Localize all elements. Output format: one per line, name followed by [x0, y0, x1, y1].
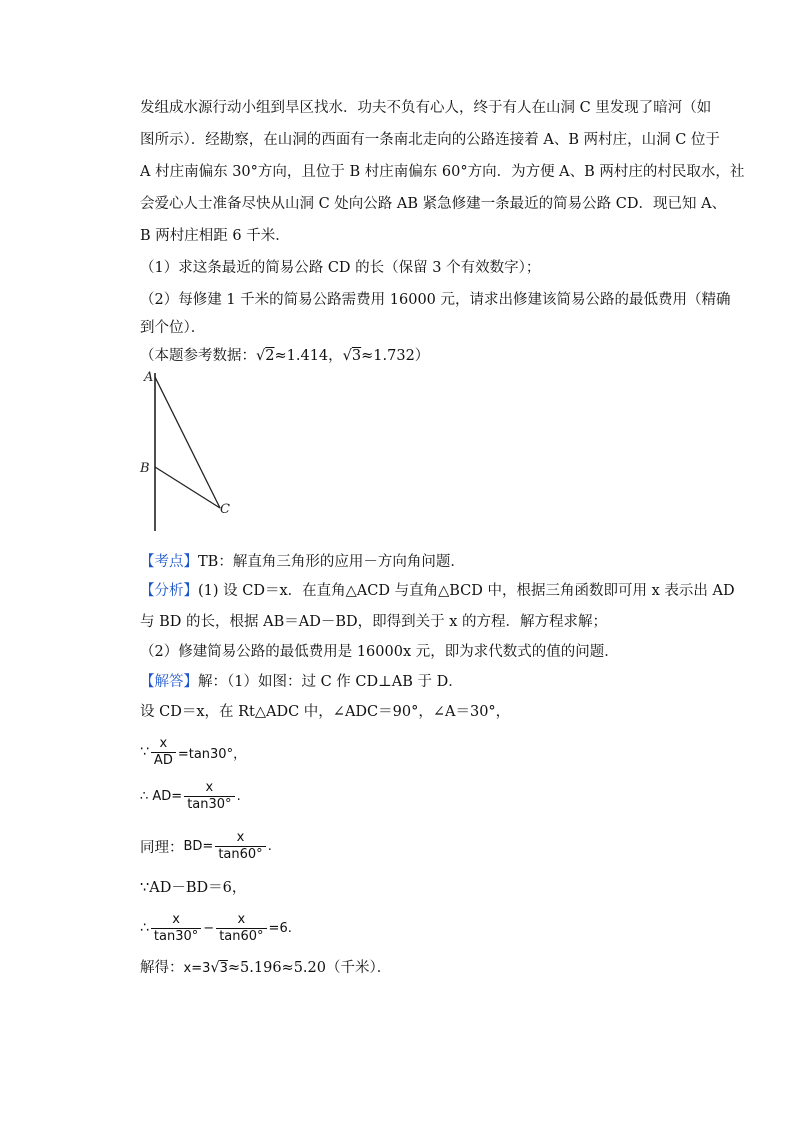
equation-2-lhs: ∴ AD= — [140, 788, 183, 804]
fraction-x-over-tan60-b: $\frac{x}{\tan 60^\circ}$ — [216, 912, 266, 945]
label-a: A — [144, 370, 154, 385]
kaodian-text: TB：解直角三角形的应用－方向角问题． — [198, 554, 465, 570]
problem-line-1: 发组成水源行动小组到旱区找水．功夫不负有心人，终于有人在山洞 C 里发现了暗河（如 — [140, 100, 712, 116]
fenxi-line-3: （2）修建简易公路的最低费用是 16000x 元，即为求代数式的值的问题． — [140, 644, 619, 660]
fenxi-text-1: (1) 设 CD＝x．在直角△ACD 与直角△BCD 中，根据三角函数即可用 x 表示出 AD — [198, 583, 735, 599]
question-2-line-2: 到个位）． — [140, 320, 206, 336]
jieda-text-1: 解：（1）如图：过 C 作 CD⊥AB 于 D． — [198, 674, 463, 690]
question-2-line-1: （2）每修建 1 千米的简易公路需费用 16000 元，请求出修建该简易公路的最低费用（精确 — [140, 292, 731, 308]
final-prefix: 解得： — [140, 960, 184, 976]
question-1: （1）求这条最近的简易公路 CD 的长（保留 3 个有效数字）； — [140, 260, 541, 276]
sqrt3-radicand: 3 — [351, 348, 362, 364]
final-result: ≈5.196≈5.20（千米）． — [227, 960, 392, 976]
problem-line-4: 会爱心人士准备尽快从山洞 C 处向公路 AB 紧急修建一条最近的简易公路 CD．现已知 A、 — [140, 196, 727, 212]
problem-line-5: B 两村庄相距 6 千米． — [140, 228, 290, 244]
jieda-line-2: 设 CD＝x，在 Rt△ADC 中，∠ADC＝90°，∠A＝30°， — [140, 704, 511, 720]
jieda-line-1 — [140, 672, 463, 692]
final-radicand: 3 — [219, 961, 228, 976]
fraction-x-over-ad: $\frac{x}{AD}$ — [151, 736, 176, 769]
equation-4 — [140, 908, 292, 948]
equation-2 — [140, 776, 241, 816]
fenxi-tag: 【分析】 — [140, 583, 198, 599]
sqrt-symbol: √ — [210, 960, 220, 976]
sqrt3-value: ≈1.732） — [361, 348, 430, 364]
sqrt2-value: ≈1.414， — [274, 348, 343, 364]
equation-1 — [140, 732, 246, 772]
equation-3-end: . — [267, 838, 272, 854]
final-answer — [140, 958, 391, 979]
kaodian — [140, 552, 465, 572]
therefore-symbol: ∴ — [140, 920, 149, 936]
final-x: x=3 — [183, 961, 211, 976]
jieda-tag: 【解答】 — [140, 674, 198, 690]
fraction-x-over-tan60: $\frac{x}{\tan 60^\circ}$ — [215, 830, 265, 863]
label-c: C — [220, 502, 230, 517]
fraction-x-over-tan30: $\frac{x}{\tan 30^\circ}$ — [184, 780, 234, 813]
jieda-line-3: ∵AD－BD＝6， — [140, 880, 247, 896]
reference-prefix: （本题参考数据： — [140, 348, 256, 364]
sqrt-symbol: √ — [256, 348, 266, 364]
minus-sign: − — [203, 920, 215, 936]
because-symbol: ∵ — [140, 744, 149, 760]
equation-3-prefix: 同理： — [140, 839, 184, 856]
fenxi-line-1 — [140, 581, 735, 601]
sqrt2-radicand: 2 — [265, 348, 275, 364]
problem-line-2: 图所示）．经勘察，在山洞的西面有一条南北走向的公路连接着 A、B 两村庄，山洞 C 位于 — [140, 132, 720, 148]
equation-4-rhs: =6. — [268, 920, 292, 936]
reference-data — [140, 346, 429, 366]
equation-1-rhs: =tan30°， — [177, 746, 247, 762]
equation-3 — [140, 826, 272, 866]
kaodian-tag: 【考点】 — [140, 554, 198, 570]
fraction-x-over-tan30-b: $\frac{x}{\tan 30^\circ}$ — [151, 912, 201, 945]
segment-ac — [155, 377, 220, 508]
equation-2-end: . — [236, 788, 241, 804]
geometry-figure — [130, 365, 250, 540]
problem-line-3: A 村庄南偏东 30°方向，且位于 B 村庄南偏东 60°方向．为方便 A、B 两村庄的村民取水，社 — [140, 164, 745, 180]
fenxi-line-2: 与 BD 的长，根据 AB＝AD－BD，即得到关于 x 的方程．解方程求解； — [140, 614, 608, 630]
equation-3-lhs: BD= — [183, 838, 214, 854]
sqrt-symbol: √ — [342, 348, 352, 364]
label-b: B — [140, 461, 150, 476]
